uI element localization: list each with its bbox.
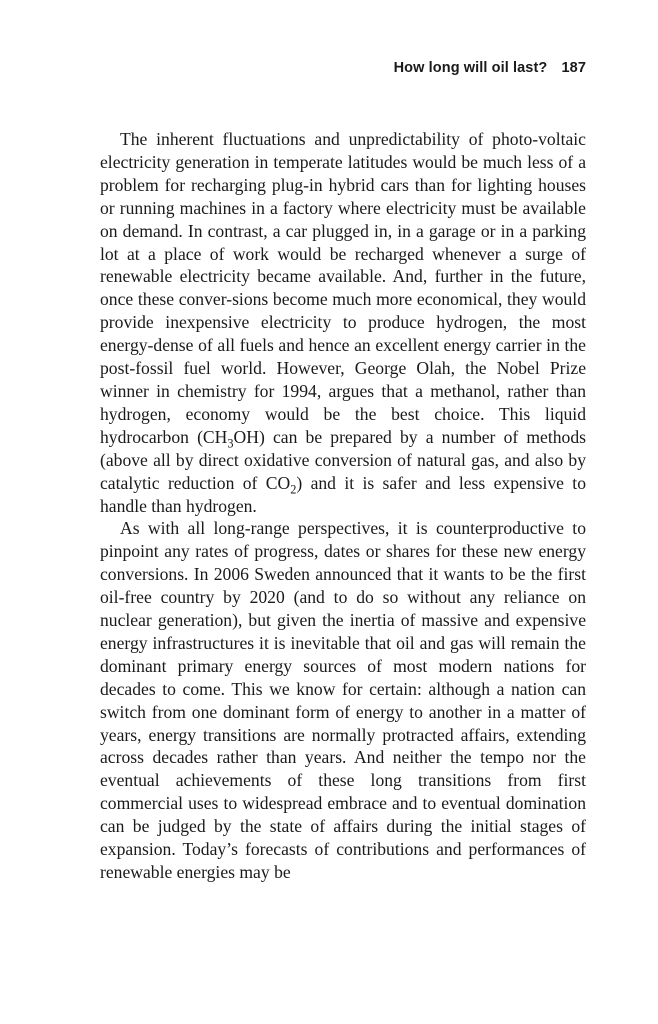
paragraph-2: As with all long-range perspectives, it is counterproductive to pinpoint any rates of progress, dates or shares for these new energy conversions. In 2006 Sweden announced that it wants to be the first oil-free country by 2020 (and to do so without any reliance on nuclear generation), but given the inertia of massive and expensive energy infrastructures it is inevitable that oil and gas will remain the dominant primary energy sources of most modern nations for decades to come. This we know for certain: although a nation can switch from one dominant form of energy to another in a matter of years, energy transitions are normally protracted affairs, extending across decades rather than years. And neither the tempo nor the eventual achievements of these long transitions from first commercial uses to widespread embrace and to eventual domination can be judged by the state of affairs during the initial stages of expansion. Today’s forecasts of contributions and performances of renewable energies may be <box>100 518 586 882</box>
page-number: 187 <box>561 60 586 76</box>
paragraph-1-part-c: ) and it is safer and less expensive to handle than hydrogen. <box>100 472 586 516</box>
subscript-2: 2 <box>290 481 297 496</box>
running-head-title: How long will oil last? <box>393 60 548 76</box>
paragraph-1-part-b: OH) can be prepared by a number of methods (above all by direct oxidative conversion of natural gas, and also by catalytic reduction of CO <box>100 426 586 493</box>
body-text <box>100 128 586 884</box>
running-head <box>394 60 586 76</box>
subscript-3: 3 <box>227 436 234 451</box>
paragraph-1 <box>100 128 586 517</box>
paragraph-1-part-a: The inherent fluctuations and unpredictability of photo-voltaic electricity generation in temperate latitudes would be much less of a problem for recharging plug-in hybrid cars than for lighting houses or running machines in a factory where electricity must be available on demand. In contrast, a car plugged in, in a garage or in a parking lot at a place of work would be recharged whenever a surge of renewable electricity became available. And, further in the future, once these conver-sions become much more economical, they would provide inexpensive electricity to produce hydrogen, the most energy-dense of all fuels and hence an excellent energy carrier in the post-fossil fuel world. However, George Olah, the Nobel Prize winner in chemistry for 1994, argues that a methanol, rather than hydrogen, economy would be the best choice. This liquid hydrocarbon (CH <box>100 129 586 447</box>
